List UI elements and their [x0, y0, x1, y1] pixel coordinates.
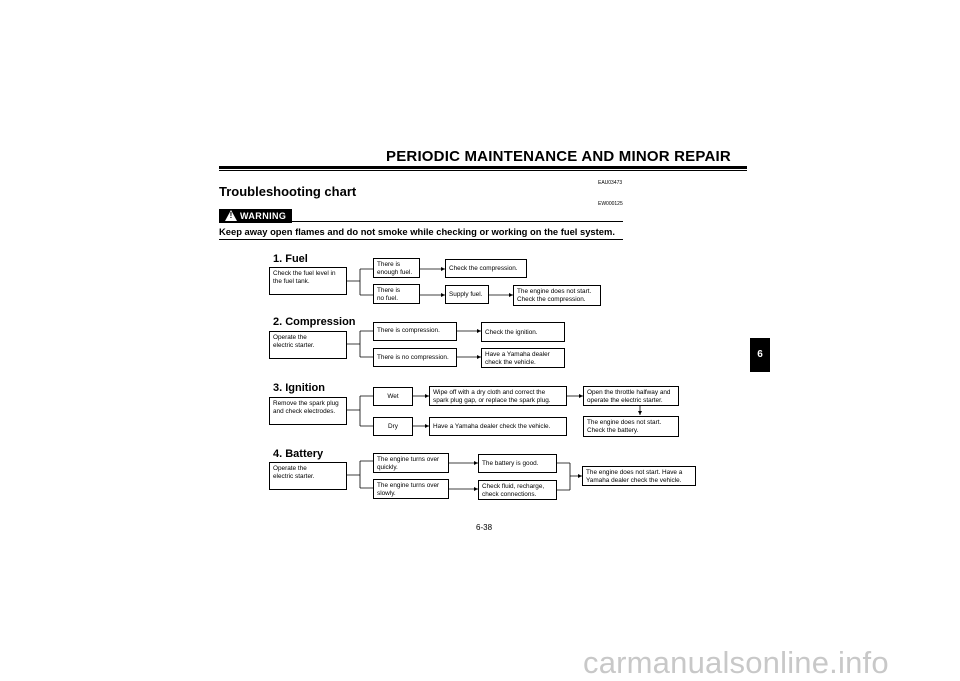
ignition-wipe-box: Wipe off with a dry cloth and correct the spark plug gap, or replace the spark plug.: [429, 386, 567, 406]
compression-start-box: Operate the electric starter.: [269, 331, 347, 359]
battery-result-box: The engine does not start. Have a Yamaha dealer check the vehicle.: [582, 466, 696, 486]
chart-title-fuel: 1. Fuel: [273, 253, 308, 265]
battery-good-box: The battery is good.: [478, 454, 557, 473]
ignition-result-box: The engine does not start. Check the battery.: [583, 416, 679, 437]
battery-quick-box: The engine turns over quickly.: [373, 453, 449, 473]
warning-badge: ! WARNING: [219, 209, 292, 223]
battery-check-box: Check fluid, recharge, check connections.: [478, 480, 557, 500]
ignition-dry-box: Dry: [373, 417, 413, 436]
compression-check-ignition-box: Check the ignition.: [481, 322, 565, 342]
compression-yes-box: There is compression.: [373, 322, 457, 341]
chart-title-ignition: 3. Ignition: [273, 382, 325, 394]
ignition-dealer-box: Have a Yamaha dealer check the vehicle.: [429, 417, 567, 436]
fuel-none-box: There is no fuel.: [373, 284, 420, 304]
fuel-enough-box: There is enough fuel.: [373, 258, 420, 278]
fuel-check-compression-box: Check the compression.: [445, 259, 527, 278]
fuel-supply-box: Supply fuel.: [445, 285, 489, 304]
ignition-start-box: Remove the spark plug and check electrodes.: [269, 397, 347, 425]
page-header-title: PERIODIC MAINTENANCE AND MINOR REPAIR: [386, 148, 731, 165]
warning-text: Keep away open flames and do not smoke while checking or working on the fuel system.: [219, 226, 615, 237]
ignition-wet-box: Wet: [373, 387, 413, 406]
chapter-tab: 6: [750, 338, 770, 372]
page-number: 6-38: [476, 523, 493, 532]
compression-no-box: There is no compression.: [373, 348, 457, 367]
battery-slow-box: The engine turns over slowly.: [373, 479, 449, 499]
battery-start-box: Operate the electric starter.: [269, 462, 347, 490]
chart-title-compression: 2. Compression: [273, 316, 356, 328]
section-title: Troubleshooting chart: [219, 184, 357, 199]
fuel-result-box: The engine does not start. Check the compression.: [513, 285, 601, 306]
compression-dealer-box: Have a Yamaha dealer check the vehicle.: [481, 348, 565, 368]
section-code: EAU03473: [598, 180, 623, 186]
chart-title-battery: 4. Battery: [273, 448, 324, 460]
warning-label: WARNING: [240, 211, 287, 221]
ignition-throttle-box: Open the throttle halfway and operate the electric starter.: [583, 386, 679, 406]
watermark: carmanualsonline.info: [583, 645, 889, 680]
fuel-start-box: Check the fuel level in the fuel tank.: [269, 267, 347, 295]
warning-code: EW000125: [598, 201, 623, 207]
